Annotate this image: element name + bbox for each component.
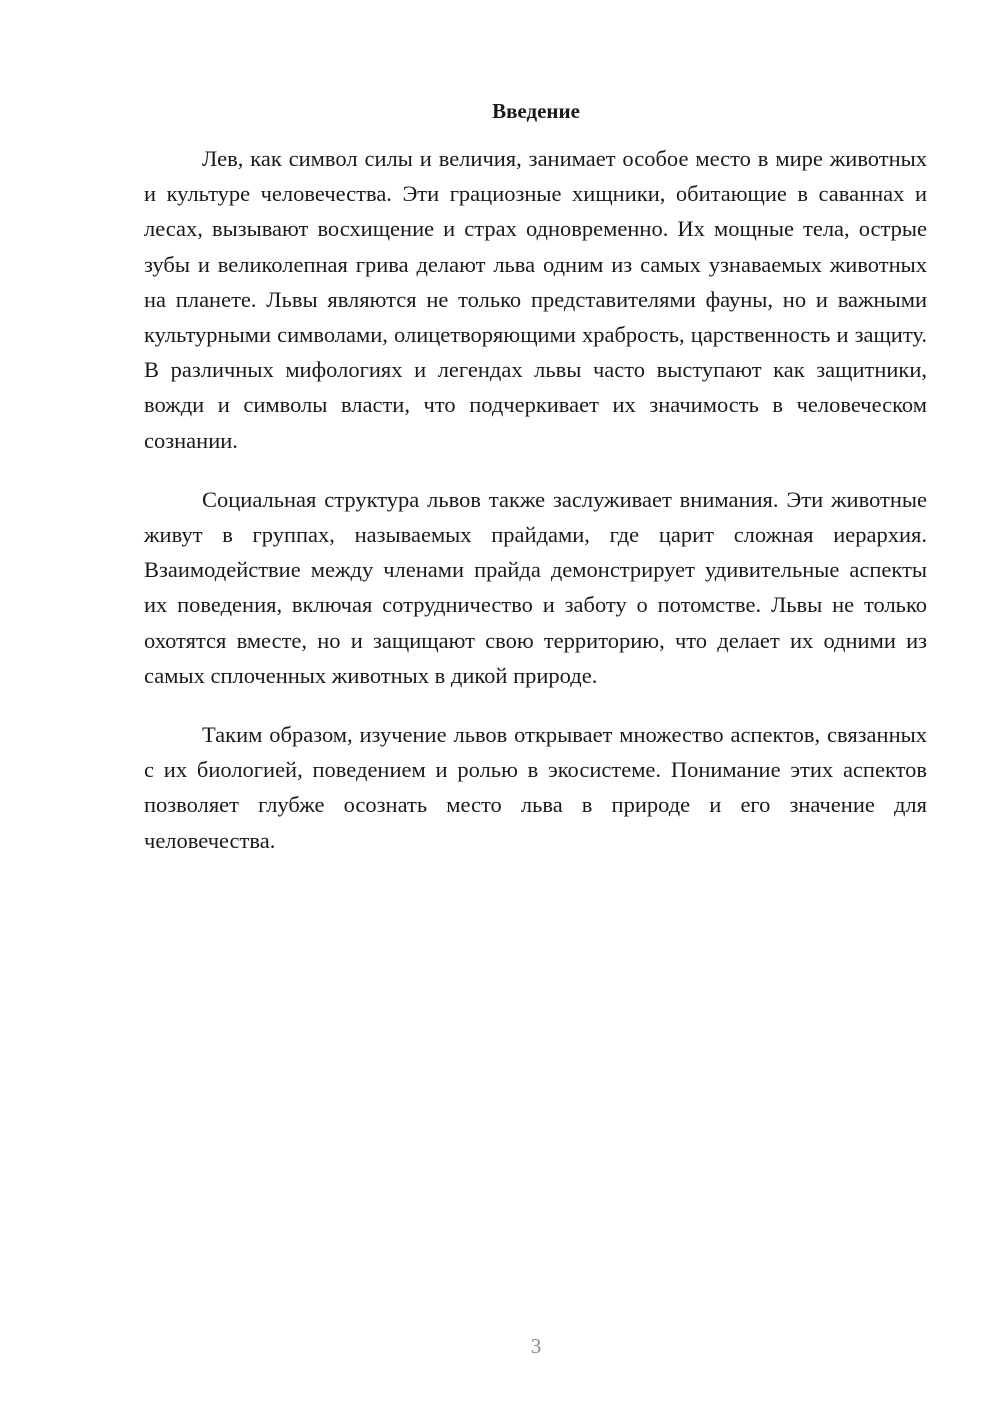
paragraph-conclusion: Таким образом, изучение львов открывает множество аспектов, связанных с их биологией, поведением и ролью в экосистеме. Понимание этих аспектов позволяет глубже осознать место льва в природе и его значение для человечества. xyxy=(144,722,927,853)
paragraph-social-structure: Социальная структура львов также заслуживает внимания. Эти животные живут в группах, называемых прайдами, где царит сложная иерархия. Взаимодействие между членами прайда демонстрирует удивительные аспекты их поведения, включая сотрудничество и заботу о потомстве. Львы не только охотятся вместе, но и защищают свою территорию, что делает их одними из самых сплоченных животных в дикой природе. xyxy=(144,486,927,688)
paragraph-intro: Лев, как символ силы и величия, занимает особое место в мире животных и культуре человечества. Эти грациозные хищники, обитающие в саваннах и лесах, вызывают восхищение и страх одновременно. Их мощные тела, острые зубы и великолепная грива делают льва одним из самых узнаваемых животных на планете. Львы являются не только представителями фауны, но и важными культурными символами, олицетворяющими храбрость, царственность и защиту. В различных мифологиях и легендах львы часто выступают как защитники, вожди и символы власти, что подчеркивает их значимость в человеческом сознании. xyxy=(144,146,927,453)
page-number: 3 xyxy=(530,1334,542,1358)
body-text xyxy=(144,141,927,882)
section-heading: Введение xyxy=(492,99,580,123)
